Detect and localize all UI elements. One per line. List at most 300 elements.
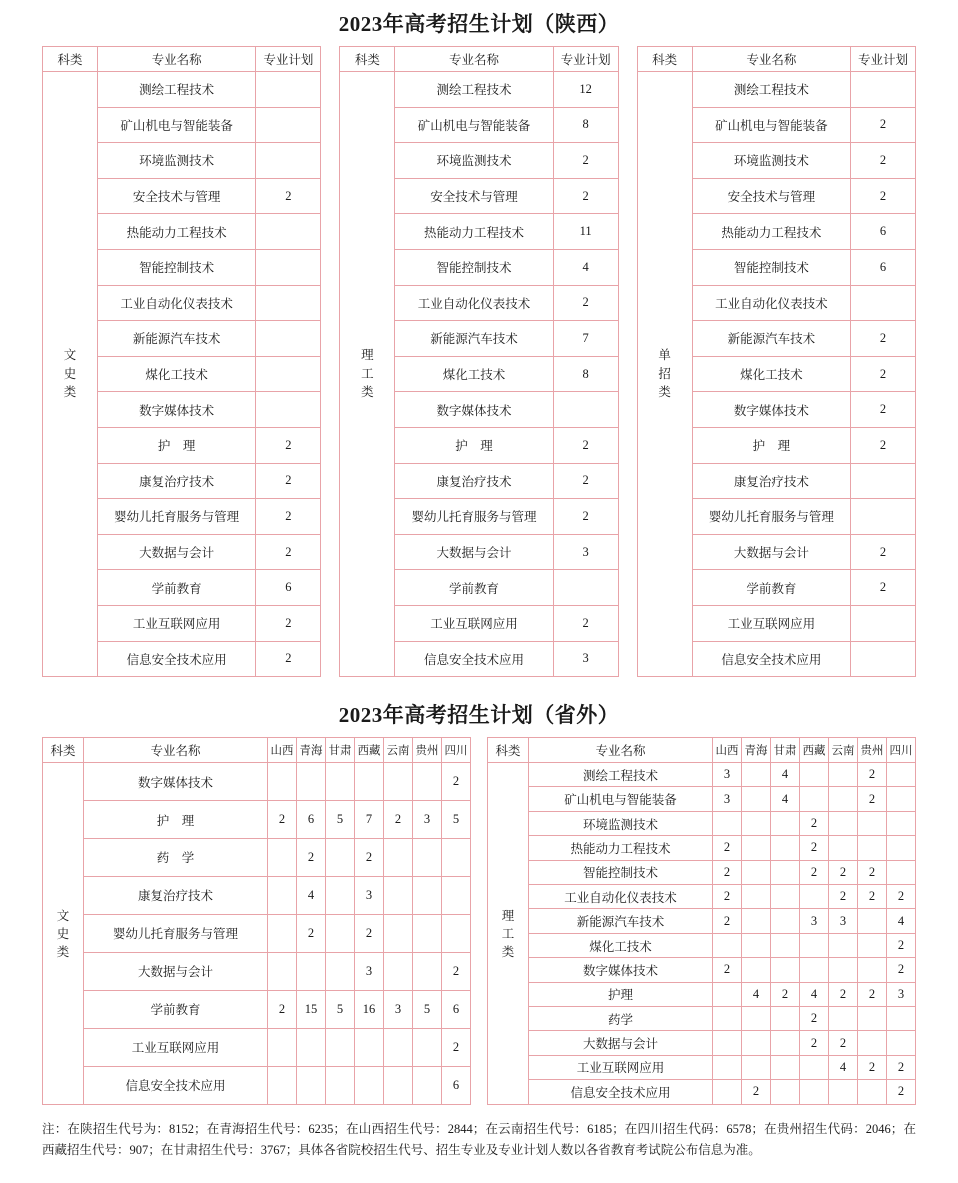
table-body-outside-liberal [43, 763, 471, 1104]
table-row [43, 914, 471, 952]
plan-value [355, 1066, 384, 1104]
cat-char: 史 [56, 927, 70, 942]
plan-value [297, 1028, 326, 1066]
major-name: 信息安全技术应用 [98, 641, 256, 677]
plan-value [256, 285, 321, 321]
major-name: 学前教育 [98, 570, 256, 606]
category-cell-liberal [43, 763, 84, 1104]
major-name: 大数据与会计 [98, 534, 256, 570]
plan-value: 3 [355, 876, 384, 914]
major-name: 护 理 [84, 801, 268, 839]
plan-value: 2 [887, 1055, 916, 1079]
major-name: 工业互联网应用 [395, 605, 553, 641]
plan-value: 2 [553, 143, 618, 179]
plan-value [713, 1031, 742, 1055]
plan-value: 2 [355, 914, 384, 952]
plan-value [742, 909, 771, 933]
plan-value [800, 1055, 829, 1079]
major-name: 新能源汽车技术 [692, 321, 850, 357]
plan-value [858, 933, 887, 957]
major-name: 学前教育 [692, 570, 850, 606]
plan-value [326, 1066, 355, 1104]
plan-value: 15 [297, 990, 326, 1028]
major-name: 智能控制技术 [529, 860, 713, 884]
table-row [488, 909, 916, 933]
plan-value [268, 1066, 297, 1104]
major-name: 环境监测技术 [98, 143, 256, 179]
major-name: 测绘工程技术 [692, 72, 850, 108]
plan-value [713, 1080, 742, 1104]
plan-value [442, 914, 471, 952]
cat-char: 类 [361, 385, 374, 400]
major-name: 护 理 [395, 427, 553, 463]
plan-value: 4 [800, 982, 829, 1006]
plan-value: 8 [553, 107, 618, 143]
plan-value [829, 811, 858, 835]
plan-value: 7 [553, 321, 618, 357]
major-name: 工业互联网应用 [692, 605, 850, 641]
plan-value: 2 [850, 143, 915, 179]
major-name: 护理 [529, 982, 713, 1006]
plan-value [771, 1055, 800, 1079]
plan-value [858, 1007, 887, 1031]
plan-value: 3 [553, 641, 618, 677]
header-major: 专业名称 [84, 738, 268, 763]
plan-value: 3 [384, 990, 413, 1028]
plan-value: 2 [713, 885, 742, 909]
plan-value [326, 763, 355, 801]
major-name: 婴幼儿托育服务与管理 [692, 499, 850, 535]
table-row [488, 836, 916, 860]
plan-value [742, 1007, 771, 1031]
plan-value [256, 356, 321, 392]
plan-value [256, 249, 321, 285]
plan-value [713, 933, 742, 957]
plan-value: 2 [887, 1080, 916, 1104]
plan-value [326, 838, 355, 876]
plan-value [384, 838, 413, 876]
plan-value [256, 143, 321, 179]
plan-value [771, 1080, 800, 1104]
plan-value [858, 836, 887, 860]
table-row [43, 838, 471, 876]
plan-value: 2 [850, 534, 915, 570]
table-row [43, 1066, 471, 1104]
plan-value [800, 763, 829, 787]
plan-value [413, 1066, 442, 1104]
major-name: 护 理 [98, 427, 256, 463]
header-province-sichuan: 四川 [887, 738, 916, 763]
major-name: 大数据与会计 [395, 534, 553, 570]
major-name: 煤化工技术 [692, 356, 850, 392]
plan-value: 3 [553, 534, 618, 570]
major-name: 婴幼儿托育服务与管理 [395, 499, 553, 535]
plan-value: 2 [858, 982, 887, 1006]
plan-value [771, 860, 800, 884]
major-name: 环境监测技术 [529, 811, 713, 835]
plan-value [800, 933, 829, 957]
plan-value: 2 [256, 463, 321, 499]
plan-value [713, 811, 742, 835]
plan-value [742, 860, 771, 884]
plan-value [742, 787, 771, 811]
major-name: 护 理 [692, 427, 850, 463]
major-name: 智能控制技术 [98, 249, 256, 285]
plan-value [771, 1007, 800, 1031]
header-province-xizang: 西藏 [355, 738, 384, 763]
plan-value [800, 1080, 829, 1104]
major-name: 工业自动化仪表技术 [529, 885, 713, 909]
plan-value: 2 [742, 1080, 771, 1104]
plan-value [268, 952, 297, 990]
header-plan: 专业计划 [256, 47, 321, 72]
major-name: 测绘工程技术 [98, 72, 256, 108]
plan-value: 2 [713, 909, 742, 933]
plan-value: 3 [800, 909, 829, 933]
plan-value: 2 [553, 427, 618, 463]
major-name: 热能动力工程技术 [98, 214, 256, 250]
category-cell-science [488, 763, 529, 1104]
plan-value [256, 321, 321, 357]
table-body-science [340, 72, 618, 677]
plan-value [771, 1031, 800, 1055]
major-name: 信息安全技术应用 [395, 641, 553, 677]
plan-value: 2 [297, 838, 326, 876]
header-province-yunnan: 云南 [829, 738, 858, 763]
plan-value: 16 [355, 990, 384, 1028]
header-province-gansu: 甘肃 [326, 738, 355, 763]
plan-value [297, 763, 326, 801]
plan-value: 2 [297, 914, 326, 952]
major-name: 康复治疗技术 [395, 463, 553, 499]
plan-value [829, 933, 858, 957]
major-name: 数字媒体技术 [529, 958, 713, 982]
plan-value [829, 763, 858, 787]
plan-value: 5 [442, 801, 471, 839]
major-name: 热能动力工程技术 [395, 214, 553, 250]
plan-value: 2 [829, 860, 858, 884]
major-name: 药 学 [84, 838, 268, 876]
header-province-guizhou: 贵州 [858, 738, 887, 763]
header-category: 科类 [488, 738, 529, 763]
plan-value [742, 763, 771, 787]
major-name: 测绘工程技术 [395, 72, 553, 108]
plan-value [326, 914, 355, 952]
plan-value: 2 [713, 836, 742, 860]
plan-value: 2 [256, 534, 321, 570]
plan-value [771, 909, 800, 933]
plan-value: 2 [355, 838, 384, 876]
plan-value: 3 [413, 801, 442, 839]
cat-char: 理 [501, 909, 515, 924]
plan-value [553, 392, 618, 428]
plan-value [771, 933, 800, 957]
plan-value [413, 1028, 442, 1066]
plan-value: 2 [713, 860, 742, 884]
plan-value [268, 876, 297, 914]
plan-value [413, 876, 442, 914]
plan-value [829, 787, 858, 811]
major-name: 数字媒体技术 [692, 392, 850, 428]
table-row [43, 876, 471, 914]
plan-value: 2 [850, 107, 915, 143]
table-row [488, 1007, 916, 1031]
header-category: 科类 [43, 738, 84, 763]
table-shaanxi-science [339, 46, 618, 677]
plan-value [850, 641, 915, 677]
table-row [488, 1031, 916, 1055]
plan-value [713, 1007, 742, 1031]
major-name: 工业互联网应用 [98, 605, 256, 641]
plan-value [887, 860, 916, 884]
header-category: 科类 [43, 47, 98, 72]
plan-value: 2 [442, 1028, 471, 1066]
header-plan: 专业计划 [850, 47, 915, 72]
table-header-row [340, 47, 618, 72]
plan-value: 2 [850, 392, 915, 428]
plan-value [829, 836, 858, 860]
major-name: 矿山机电与智能装备 [529, 787, 713, 811]
plan-value: 2 [800, 811, 829, 835]
table-row [340, 72, 618, 108]
plan-value: 2 [771, 982, 800, 1006]
plan-value [256, 72, 321, 108]
plan-value [384, 952, 413, 990]
header-province-sichuan: 四川 [442, 738, 471, 763]
plan-value [355, 763, 384, 801]
shaanxi-tables-row [0, 46, 958, 677]
cat-char: 理 [361, 347, 374, 362]
cat-char: 类 [56, 945, 70, 960]
cat-char: 文 [63, 347, 77, 362]
plan-value [850, 72, 915, 108]
plan-value: 2 [442, 763, 471, 801]
major-name: 学前教育 [84, 990, 268, 1028]
plan-value: 2 [553, 285, 618, 321]
plan-value: 4 [742, 982, 771, 1006]
plan-value: 2 [887, 958, 916, 982]
major-name: 矿山机电与智能装备 [395, 107, 553, 143]
plan-value [326, 1028, 355, 1066]
plan-value: 3 [713, 763, 742, 787]
table-row [43, 1028, 471, 1066]
plan-value: 4 [297, 876, 326, 914]
plan-value [742, 885, 771, 909]
plan-value [887, 787, 916, 811]
major-name: 数字媒体技术 [98, 392, 256, 428]
plan-value [268, 838, 297, 876]
table-body-outside-science [488, 763, 916, 1104]
page-title-outside: 2023年高考招生计划（省外） [338, 703, 620, 728]
plan-value [384, 1066, 413, 1104]
document-page [0, 8, 958, 1162]
category-cell-liberal [43, 72, 98, 677]
category-cell-science [340, 72, 395, 677]
major-name: 智能控制技术 [692, 249, 850, 285]
header-category: 科类 [340, 47, 395, 72]
plan-value [858, 1031, 887, 1055]
plan-value [268, 1028, 297, 1066]
plan-value [384, 1028, 413, 1066]
plan-value [268, 763, 297, 801]
major-name: 测绘工程技术 [529, 763, 713, 787]
plan-value [553, 570, 618, 606]
plan-value: 2 [553, 605, 618, 641]
plan-value [742, 836, 771, 860]
plan-value [256, 214, 321, 250]
plan-value [771, 958, 800, 982]
cat-char: 类 [63, 385, 77, 400]
plan-value: 2 [268, 990, 297, 1028]
plan-value: 6 [850, 249, 915, 285]
plan-value [384, 763, 413, 801]
header-province-guizhou: 贵州 [413, 738, 442, 763]
major-name: 工业自动化仪表技术 [692, 285, 850, 321]
plan-value [850, 605, 915, 641]
plan-value [442, 876, 471, 914]
plan-value [829, 1007, 858, 1031]
plan-value [858, 958, 887, 982]
major-name: 信息安全技术应用 [529, 1080, 713, 1104]
plan-value: 3 [887, 982, 916, 1006]
plan-value [413, 763, 442, 801]
outside-tables-row [0, 737, 958, 1104]
cat-char: 类 [501, 945, 515, 960]
plan-value: 6 [442, 990, 471, 1028]
plan-value: 5 [326, 990, 355, 1028]
header-province-xizang: 西藏 [800, 738, 829, 763]
plan-value [442, 838, 471, 876]
major-name: 矿山机电与智能装备 [98, 107, 256, 143]
major-name: 康复治疗技术 [84, 876, 268, 914]
major-name: 环境监测技术 [395, 143, 553, 179]
major-name: 康复治疗技术 [692, 463, 850, 499]
table-row [488, 885, 916, 909]
table-shaanxi-liberal [42, 46, 321, 677]
plan-value: 6 [850, 214, 915, 250]
table-shaanxi-single [637, 46, 916, 677]
major-name: 热能动力工程技术 [529, 836, 713, 860]
plan-value [800, 958, 829, 982]
cat-char: 工 [361, 366, 374, 381]
plan-value: 2 [800, 860, 829, 884]
plan-value [829, 958, 858, 982]
plan-value [887, 836, 916, 860]
table-outside-liberal [42, 737, 471, 1104]
plan-value: 2 [829, 982, 858, 1006]
plan-value [297, 1066, 326, 1104]
table-header-row [637, 47, 915, 72]
plan-value [413, 838, 442, 876]
major-name: 数字媒体技术 [395, 392, 553, 428]
plan-value: 2 [858, 885, 887, 909]
plan-value [858, 811, 887, 835]
plan-value: 2 [829, 885, 858, 909]
plan-value [256, 392, 321, 428]
major-name: 学前教育 [395, 570, 553, 606]
plan-value: 2 [256, 641, 321, 677]
major-name: 大数据与会计 [692, 534, 850, 570]
plan-value: 2 [850, 321, 915, 357]
plan-value: 3 [355, 952, 384, 990]
plan-value: 4 [829, 1055, 858, 1079]
header-plan: 专业计划 [553, 47, 618, 72]
plan-value [850, 463, 915, 499]
plan-value [742, 1055, 771, 1079]
plan-value: 2 [850, 570, 915, 606]
major-name: 药学 [529, 1007, 713, 1031]
plan-value [713, 982, 742, 1006]
page-title-shaanxi: 2023年高考招生计划（陕西） [338, 12, 620, 36]
major-name: 数字媒体技术 [84, 763, 268, 801]
plan-value: 2 [442, 952, 471, 990]
cat-char: 文 [56, 909, 70, 924]
major-name: 大数据与会计 [84, 952, 268, 990]
cat-char: 类 [658, 385, 671, 400]
plan-value: 5 [413, 990, 442, 1028]
plan-value [742, 958, 771, 982]
major-name: 安全技术与管理 [395, 178, 553, 214]
plan-value: 2 [829, 1031, 858, 1055]
header-major: 专业名称 [529, 738, 713, 763]
header-province-shanxi: 山西 [268, 738, 297, 763]
plan-value: 2 [800, 836, 829, 860]
table-row [488, 763, 916, 787]
plan-value: 2 [553, 463, 618, 499]
major-name: 婴幼儿托育服务与管理 [84, 914, 268, 952]
table-row [43, 763, 471, 801]
plan-value: 2 [256, 499, 321, 535]
plan-value: 11 [553, 214, 618, 250]
plan-value [326, 952, 355, 990]
header-province-qinghai: 青海 [742, 738, 771, 763]
plan-value [887, 1031, 916, 1055]
header-province-gansu: 甘肃 [771, 738, 800, 763]
plan-value: 2 [858, 763, 887, 787]
plan-value [771, 836, 800, 860]
table-row [488, 958, 916, 982]
plan-value [887, 763, 916, 787]
table-row [43, 952, 471, 990]
major-name: 新能源汽车技术 [395, 321, 553, 357]
table-row [488, 811, 916, 835]
plan-value [742, 933, 771, 957]
plan-value [858, 909, 887, 933]
header-major: 专业名称 [98, 47, 256, 72]
cat-char: 工 [501, 927, 515, 942]
plan-value [887, 811, 916, 835]
plan-value: 2 [887, 885, 916, 909]
major-name: 婴幼儿托育服务与管理 [98, 499, 256, 535]
major-name: 煤化工技术 [395, 356, 553, 392]
major-name: 工业互联网应用 [84, 1028, 268, 1066]
plan-value [268, 914, 297, 952]
plan-value: 6 [442, 1066, 471, 1104]
plan-value [850, 285, 915, 321]
plan-value: 8 [553, 356, 618, 392]
header-province-yunnan: 云南 [384, 738, 413, 763]
major-name: 信息安全技术应用 [692, 641, 850, 677]
header-major: 专业名称 [692, 47, 850, 72]
plan-value: 2 [850, 427, 915, 463]
major-name: 智能控制技术 [395, 249, 553, 285]
plan-value: 4 [771, 763, 800, 787]
table-row [488, 933, 916, 957]
table-row [43, 801, 471, 839]
plan-value [887, 1007, 916, 1031]
plan-value [355, 1028, 384, 1066]
plan-value [713, 1055, 742, 1079]
